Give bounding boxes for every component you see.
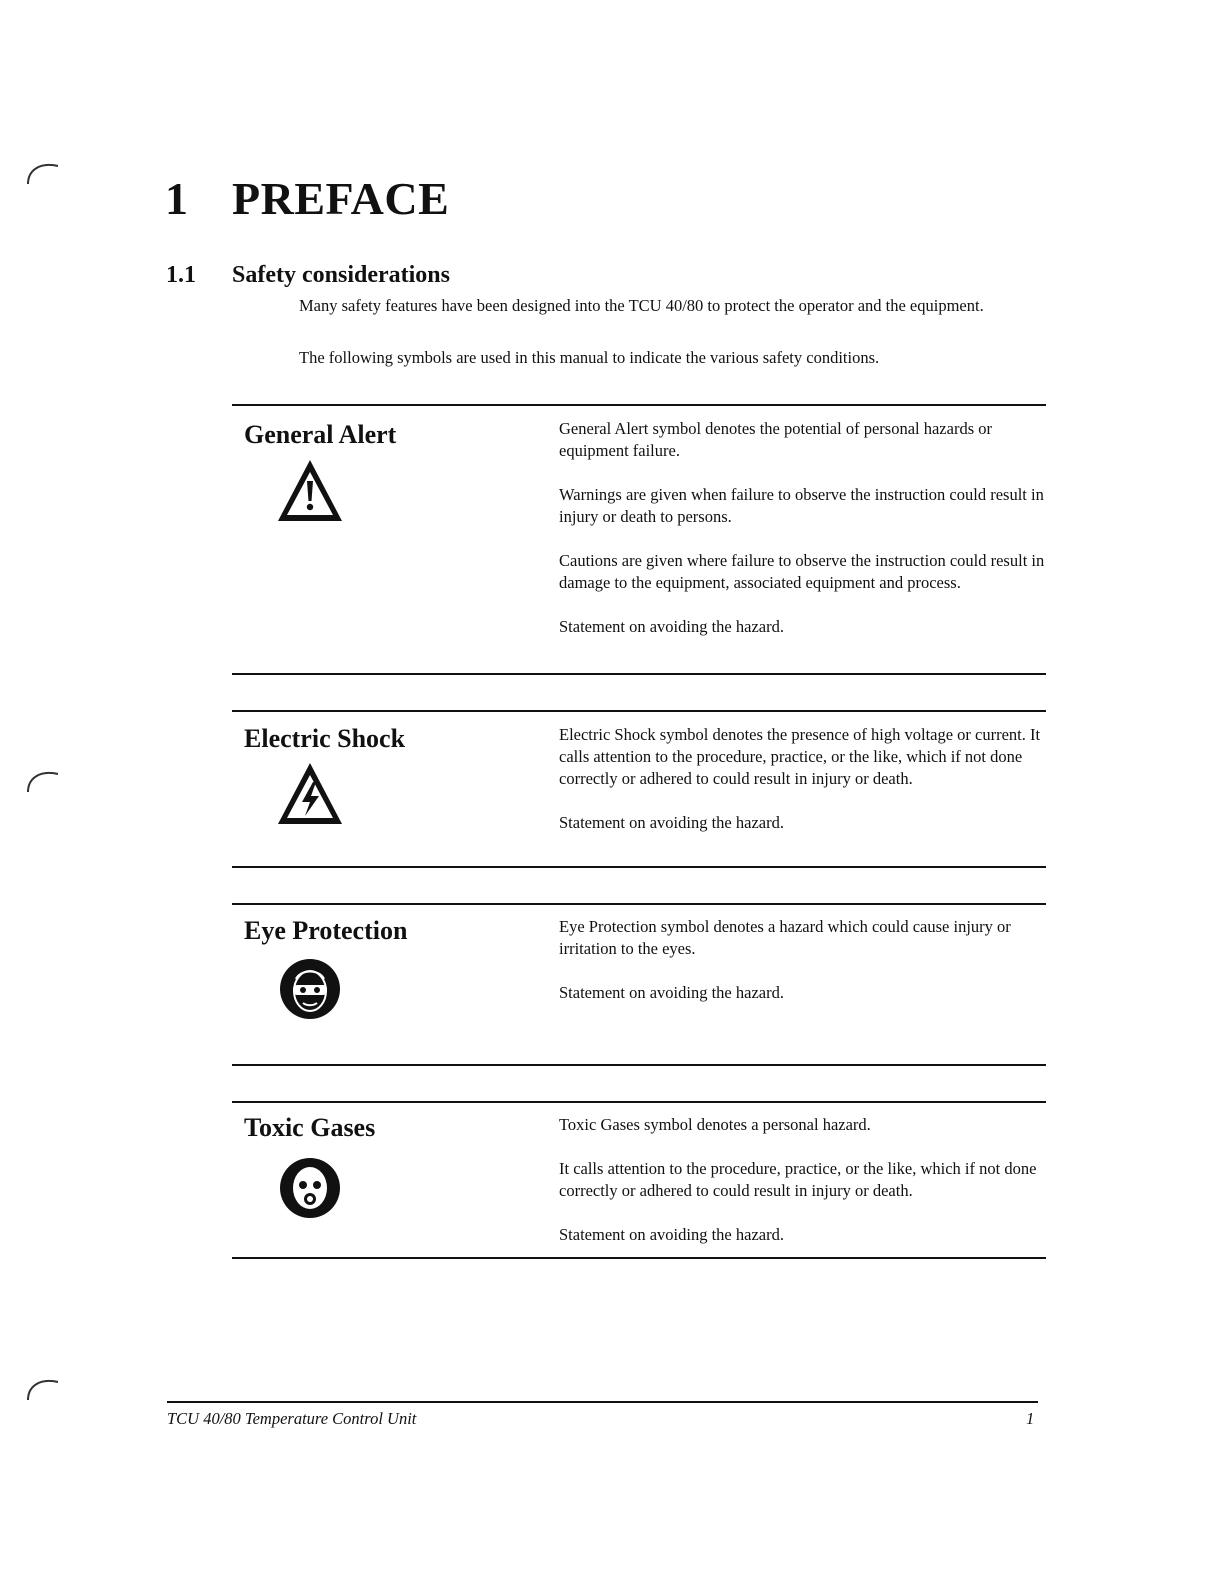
electric-shock-icon (274, 758, 346, 830)
description-paragraph: Statement on avoiding the hazard. (559, 617, 784, 636)
divider (232, 1064, 1046, 1066)
divider (232, 710, 1046, 712)
divider (232, 903, 1046, 905)
symbol-description (559, 916, 1049, 1004)
intro-paragraph: The following symbols are used in this manual to indicate the various safety conditions. (299, 348, 880, 367)
description-paragraph: Warnings are given when failure to observe the instruction could result in injury or death to persons. (559, 485, 1044, 526)
divider (232, 1257, 1046, 1259)
intro-paragraph: Many safety features have been designed into the TCU 40/80 to protect the operator and the equipment. (299, 296, 984, 315)
binder-mark-icon (22, 766, 62, 794)
eye-protection-icon (274, 953, 346, 1025)
warning-triangle-icon (274, 455, 346, 527)
symbol-description (559, 1114, 1049, 1246)
description-paragraph: Statement on avoiding the hazard. (559, 813, 784, 832)
page-number: 1 (1026, 1409, 1035, 1428)
symbol-title: Electric Shock (244, 724, 406, 753)
gas-mask-icon (274, 1152, 346, 1224)
chapter-title: PREFACE (232, 173, 450, 224)
symbol-description (559, 724, 1049, 834)
description-paragraph: Electric Shock symbol denotes the presence of high voltage or current. It calls attention to the procedure, practice, or the like, which if not done correctly or adhered to could result in injury or death. (559, 725, 1041, 788)
section-number: 1.1 (166, 262, 196, 288)
divider (232, 1101, 1046, 1103)
divider (232, 673, 1046, 675)
binder-mark-icon (22, 1374, 62, 1402)
chapter-number: 1 (165, 173, 188, 224)
section-title: Safety considerations (232, 262, 450, 288)
description-paragraph: Statement on avoiding the hazard. (559, 983, 784, 1002)
binder-mark-icon (22, 158, 62, 186)
symbol-title: Eye Protection (244, 916, 408, 945)
divider (232, 404, 1046, 406)
description-paragraph: It calls attention to the procedure, practice, or the like, which if not done correctly or adhered to could result in injury or death. (559, 1159, 1037, 1200)
divider (232, 866, 1046, 868)
footer-title: TCU 40/80 Temperature Control Unit (167, 1409, 417, 1428)
description-paragraph: Toxic Gases symbol denotes a personal hazard. (559, 1115, 871, 1134)
description-paragraph: Eye Protection symbol denotes a hazard which could cause injury or irritation to the eyes. (559, 917, 1011, 958)
footer-rule (167, 1401, 1038, 1403)
description-paragraph: General Alert symbol denotes the potential of personal hazards or equipment failure. (559, 419, 992, 460)
description-paragraph: Cautions are given where failure to observe the instruction could result in damage to the equipment, associated equipment and process. (559, 551, 1045, 592)
symbol-title: Toxic Gases (244, 1113, 376, 1142)
description-paragraph: Statement on avoiding the hazard. (559, 1225, 784, 1244)
symbol-title: General Alert (244, 420, 397, 449)
symbol-description (559, 418, 1049, 638)
